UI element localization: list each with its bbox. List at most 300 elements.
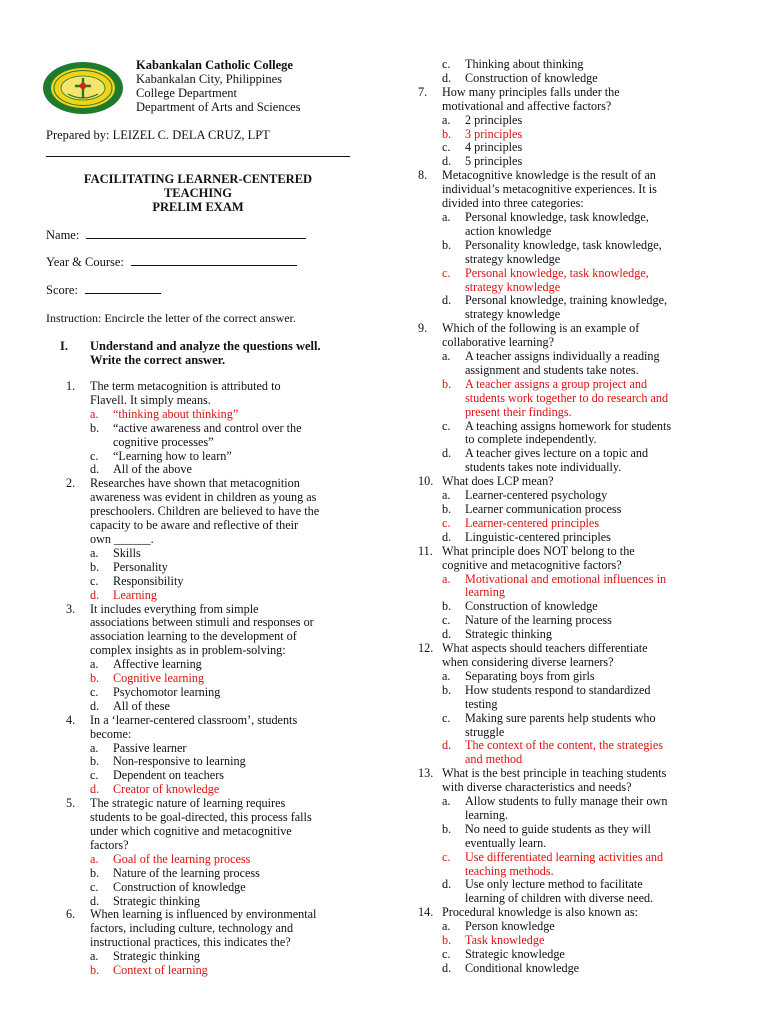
answer-option[interactable] [66, 700, 350, 714]
answer-option[interactable] [418, 420, 700, 448]
question-text [442, 767, 700, 795]
question-text-line: motivational and affective factors? [442, 98, 612, 113]
answer-option-correct[interactable] [418, 934, 700, 948]
option-text-line: Passive learner [113, 740, 187, 755]
option-text-line: Task knowledge [465, 933, 545, 948]
answer-option[interactable] [66, 686, 350, 700]
answer-option[interactable] [418, 920, 700, 934]
score-label: Score: [46, 283, 78, 297]
option-letter: d. [442, 70, 452, 85]
option-text-line: testing [465, 696, 498, 711]
option-text-line: Affective learning [113, 657, 202, 672]
answer-option[interactable] [418, 155, 700, 169]
answer-option[interactable] [418, 684, 700, 712]
option-letter: a. [442, 919, 451, 934]
option-text-line: Construction of knowledge [465, 70, 598, 85]
question-text-line: When learning is influenced by environmental [90, 907, 317, 922]
question-text-line: What does LCP mean? [442, 474, 554, 489]
answer-option[interactable] [66, 422, 350, 450]
option-letter: b. [90, 963, 100, 978]
option-text-line: and method [465, 752, 523, 767]
option-letter: b. [90, 865, 100, 880]
answer-option[interactable] [418, 489, 700, 503]
option-text [465, 531, 700, 545]
option-text-line: A teacher assigns a group project and [465, 376, 648, 391]
answer-option[interactable] [418, 823, 700, 851]
option-text-line: Person knowledge [465, 919, 555, 934]
question-text-line: It includes everything from simple [90, 601, 259, 616]
question-number: 9. [418, 321, 428, 336]
option-text-line: Strategic thinking [113, 949, 200, 964]
option-text [113, 895, 350, 909]
answer-option[interactable] [418, 447, 700, 475]
school-city: Kabankalan City, Philippines [136, 72, 283, 86]
option-text [465, 503, 700, 517]
answer-option[interactable] [418, 72, 700, 86]
option-letter: a. [442, 488, 451, 503]
question-text [442, 906, 700, 920]
option-letter: a. [90, 657, 99, 672]
question-3 [66, 603, 350, 659]
option-letter: b. [90, 754, 100, 769]
answer-option[interactable] [418, 239, 700, 267]
option-letter: b. [442, 502, 452, 516]
question-12 [418, 642, 700, 670]
question-text-line: What principle does NOT belong to the [442, 543, 635, 558]
question-text-line: divided into three categories: [442, 196, 584, 211]
answer-option[interactable] [418, 600, 700, 614]
question-text-line: In a ‘learner-centered classroom’, students [90, 712, 298, 727]
option-letter: d. [90, 893, 100, 908]
option-text [465, 920, 700, 934]
option-text [465, 628, 700, 642]
question-text [442, 545, 700, 573]
section-line-1: Understand and analyze the questions well. [90, 339, 321, 353]
question-text-line: complex insights as in problem-solving: [90, 643, 286, 658]
option-text [465, 350, 700, 378]
question-text-line: Which of the following is an example of [442, 321, 640, 336]
option-text-line: Use differentiated learning activities and [465, 849, 664, 864]
answer-option[interactable] [66, 463, 350, 477]
option-text [113, 867, 350, 881]
name-blank[interactable] [86, 238, 306, 239]
option-text-line: present their findings. [465, 404, 572, 419]
option-text [465, 614, 700, 628]
answer-option-correct[interactable] [66, 783, 350, 797]
option-letter: c. [442, 849, 451, 864]
option-text [113, 853, 350, 867]
answer-option[interactable] [66, 450, 350, 464]
option-text [465, 128, 700, 142]
question-text-line: under which cognitive and metacognitive [90, 824, 292, 838]
option-text [113, 783, 350, 797]
option-text-line: students work together to do research and [465, 390, 669, 405]
option-letter: b. [90, 559, 100, 574]
option-text-line: Personal knowledge, task knowledge, [465, 209, 649, 224]
option-letter: b. [442, 821, 452, 836]
answer-option-correct[interactable] [418, 267, 700, 295]
option-text-line: Motivational and emotional influences in [465, 571, 667, 586]
header-divider [46, 156, 350, 157]
option-text-line: Strategic thinking [113, 893, 200, 908]
answer-option-correct[interactable] [66, 853, 350, 867]
option-letter: c. [442, 947, 451, 961]
year-course-blank[interactable] [131, 265, 297, 266]
answer-option-correct[interactable] [66, 408, 350, 422]
option-text-line: 4 principles [465, 140, 523, 155]
option-letter: a. [90, 545, 99, 560]
answer-option[interactable] [418, 948, 700, 962]
option-letter: c. [90, 768, 99, 783]
option-letter: c. [442, 140, 451, 155]
answer-option[interactable] [66, 950, 350, 964]
option-text-line: “thinking about thinking” [113, 406, 239, 421]
answer-option-correct[interactable] [66, 964, 350, 978]
option-text-line: Personal knowledge, training knowledge, [465, 293, 668, 308]
option-text-line: Non-responsive to learning [113, 754, 246, 769]
option-text-line: No need to guide students as they will [465, 821, 651, 836]
title-line-2: TEACHING [163, 186, 233, 200]
option-text-line: Construction of knowledge [113, 879, 246, 894]
option-text [465, 489, 700, 503]
option-text-line: learning [465, 585, 505, 600]
option-text [465, 962, 700, 976]
answer-option[interactable] [418, 503, 700, 517]
question-text-line: associations between stimuli and responses or [90, 615, 314, 630]
option-letter: a. [442, 668, 451, 683]
questions-column-right [418, 58, 700, 976]
exam-title [46, 172, 350, 214]
question-text [90, 908, 350, 950]
answer-option[interactable] [66, 547, 350, 561]
questions-column-left [66, 380, 350, 978]
option-text-line: A teaching assigns homework for students [465, 418, 672, 433]
option-text-line: All of the above [113, 462, 192, 477]
answer-option[interactable] [66, 755, 350, 769]
option-text [113, 672, 350, 686]
option-letter: d. [442, 738, 452, 753]
option-text-line: Separating boys from girls [465, 668, 595, 683]
question-text-line: awareness was evident in children as young as [90, 490, 317, 505]
question-number: 11. [418, 543, 433, 558]
option-text-line: Strategic knowledge [465, 947, 565, 961]
option-letter: c. [442, 710, 451, 725]
title-line-1: FACILITATING LEARNER-CENTERED [83, 172, 313, 186]
option-text-line: Skills [113, 545, 141, 560]
answer-option-correct[interactable] [418, 128, 700, 142]
option-text-line: Making sure parents help students who [465, 710, 656, 725]
question-14 [418, 906, 700, 920]
option-text [465, 948, 700, 962]
answer-option[interactable] [418, 614, 700, 628]
option-text-line: Context of learning [113, 963, 208, 978]
option-text [465, 420, 700, 448]
option-letter: b. [442, 237, 452, 252]
answer-option[interactable] [418, 670, 700, 684]
section-number: I. [60, 339, 68, 353]
option-text [465, 684, 700, 712]
option-text-line: Learning [113, 587, 157, 602]
name-field[interactable] [46, 228, 306, 243]
answer-option[interactable] [418, 294, 700, 322]
question-text [90, 380, 350, 408]
answer-option[interactable] [418, 795, 700, 823]
option-letter: a. [90, 740, 99, 755]
question-text-line: factors, including culture, technology and [90, 921, 294, 936]
score-blank[interactable] [85, 293, 161, 294]
option-text-line: “active awareness and control over the [113, 420, 302, 435]
answer-option[interactable] [418, 58, 700, 72]
option-letter: c. [442, 613, 451, 628]
answer-option[interactable] [418, 628, 700, 642]
option-text [113, 881, 350, 895]
score-field[interactable] [46, 283, 161, 298]
question-number: 3. [66, 601, 76, 616]
option-text [465, 823, 700, 851]
answer-option[interactable] [418, 531, 700, 545]
option-letter: a. [442, 209, 451, 224]
answer-option[interactable] [418, 141, 700, 155]
question-text-line: The strategic nature of learning requires [90, 796, 286, 811]
option-letter: a. [442, 112, 451, 127]
question-text-line: factors? [90, 837, 129, 852]
question-8 [418, 169, 700, 211]
question-13 [418, 767, 700, 795]
option-letter: a. [90, 949, 99, 964]
option-text [465, 141, 700, 155]
option-text [113, 700, 350, 714]
question-text-line: own ______. [90, 531, 154, 546]
option-text-line: Thinking about thinking [465, 57, 584, 71]
question-text-line: The term metacognition is attributed to [90, 379, 281, 393]
question-number: 13. [418, 766, 434, 781]
question-2 [66, 477, 350, 547]
question-text-line: become: [90, 726, 132, 741]
answer-option-correct[interactable] [418, 739, 700, 767]
school-header [136, 58, 301, 114]
question-text-line: How many principles falls under the [442, 84, 620, 99]
option-text [113, 547, 350, 561]
answer-option[interactable] [418, 114, 700, 128]
option-text-line: to complete independently. [465, 432, 597, 447]
option-text [465, 58, 700, 72]
option-letter: b. [442, 933, 452, 948]
answer-option-correct[interactable] [418, 573, 700, 601]
section-line-2: Write the correct answer. [90, 353, 226, 367]
question-5 [66, 797, 350, 853]
option-text-line: A teacher gives lecture on a topic and [465, 446, 649, 461]
option-letter: d. [442, 877, 452, 892]
option-letter: d. [442, 293, 452, 308]
question-9 [418, 322, 700, 350]
question-text-line: Researches have shown that metacognition [90, 476, 300, 491]
option-text [113, 742, 350, 756]
option-text [465, 878, 700, 906]
option-letter: c. [442, 57, 451, 71]
question-number: 5. [66, 796, 76, 811]
option-text [465, 517, 700, 531]
answer-option[interactable] [418, 962, 700, 976]
year-course-label: Year & Course: [46, 255, 124, 269]
option-letter: b. [90, 671, 100, 686]
option-letter: a. [90, 406, 99, 421]
school-name: Kabankalan Catholic College [136, 58, 293, 72]
option-letter: d. [442, 529, 452, 544]
answer-option-correct[interactable] [66, 672, 350, 686]
option-text [465, 851, 700, 879]
answer-option[interactable] [66, 658, 350, 672]
option-text [113, 561, 350, 575]
answer-option[interactable] [418, 712, 700, 740]
option-text [465, 211, 700, 239]
question-text-line: cognitive and metacognitive factors? [442, 557, 622, 572]
option-text [113, 755, 350, 769]
option-letter: a. [90, 851, 99, 866]
question-text-line: association learning to the development of [90, 629, 297, 644]
option-letter: a. [442, 794, 451, 809]
option-text-line: Nature of the learning process [465, 613, 612, 628]
option-text [465, 739, 700, 767]
question-text-line: What aspects should teachers differentiate [442, 641, 648, 656]
answer-option[interactable] [66, 561, 350, 575]
question-text [442, 475, 700, 489]
option-text [113, 658, 350, 672]
option-text [465, 573, 700, 601]
college-department: College Department [136, 86, 238, 100]
option-text [465, 795, 700, 823]
option-letter: b. [442, 376, 452, 391]
option-text-line: Nature of the learning process [113, 865, 260, 880]
option-text-line: How students respond to standardized [465, 682, 651, 697]
question-10 [418, 475, 700, 489]
question-text [442, 642, 700, 670]
option-letter: d. [90, 587, 100, 602]
option-text-line: strategy knowledge [465, 307, 561, 322]
question-text [442, 86, 700, 114]
option-text [113, 408, 350, 422]
option-text-line: Linguistic-centered principles [465, 529, 611, 544]
option-letter: d. [442, 154, 452, 169]
option-text-line: Strategic thinking [465, 627, 552, 642]
answer-option[interactable] [418, 350, 700, 378]
answer-option-correct[interactable] [418, 851, 700, 879]
option-text-line: learning. [465, 807, 508, 822]
option-text [113, 589, 350, 603]
question-text-line: Procedural knowledge is also known as: [442, 905, 638, 920]
option-text-line: strategy knowledge [465, 279, 561, 294]
section-heading [60, 339, 352, 367]
option-letter: b. [442, 126, 452, 141]
answer-option[interactable] [418, 211, 700, 239]
question-text-line: individual’s metacognitive experiences. It is [442, 182, 657, 197]
option-text-line: struggle [465, 724, 505, 739]
question-number: 4. [66, 712, 76, 727]
question-text [442, 322, 700, 350]
option-text [465, 712, 700, 740]
answer-option[interactable] [66, 895, 350, 909]
arts-sciences-department: Department of Arts and Sciences [136, 100, 301, 114]
option-letter: b. [442, 682, 452, 697]
option-letter: d. [90, 782, 100, 797]
answer-option[interactable] [418, 878, 700, 906]
option-text-line: Psychomotor learning [113, 684, 221, 699]
answer-option-correct[interactable] [66, 589, 350, 603]
option-text-line: students takes note individually. [465, 460, 622, 475]
option-text [113, 422, 350, 450]
option-letter: a. [442, 571, 451, 586]
option-text-line: strategy knowledge [465, 251, 561, 266]
option-letter: d. [442, 627, 452, 642]
option-text [465, 600, 700, 614]
question-6 [66, 908, 350, 950]
question-number: 10. [418, 474, 434, 489]
answer-option[interactable] [66, 769, 350, 783]
option-text-line: Cognitive learning [113, 671, 205, 686]
option-text [113, 950, 350, 964]
prepared-by: Prepared by: LEIZEL C. DELA CRUZ, LPT [46, 128, 270, 142]
question-text-line: students to be goal-directed, this process falls [90, 810, 312, 825]
option-text-line: “Learning how to learn” [113, 448, 232, 463]
option-text [465, 155, 700, 169]
option-text-line: Personal knowledge, task knowledge, [465, 265, 649, 280]
title-line-3: PRELIM EXAM [152, 200, 244, 214]
option-letter: c. [442, 265, 451, 280]
option-text [465, 239, 700, 267]
option-text-line: Creator of knowledge [113, 782, 220, 797]
option-text-line: eventually learn. [465, 835, 547, 850]
year-course-field[interactable] [46, 255, 297, 270]
option-letter: c. [90, 573, 99, 588]
question-text-line: What is the best principle in teaching students [442, 766, 667, 781]
question-text [90, 603, 350, 659]
option-text [465, 114, 700, 128]
option-text-line: Construction of knowledge [465, 599, 598, 614]
answer-option[interactable] [66, 867, 350, 881]
option-text [465, 447, 700, 475]
option-letter: d. [442, 446, 452, 461]
question-text [90, 797, 350, 853]
question-text-line: when considering diverse learners? [442, 654, 614, 669]
answer-option[interactable] [66, 742, 350, 756]
question-number: 2. [66, 476, 76, 491]
question-text-line: Metacognitive knowledge is the result of an [442, 168, 656, 183]
instruction: Instruction: Encircle the letter of the correct answer. [46, 311, 296, 325]
option-text-line: 3 principles [465, 126, 523, 141]
option-text-line: 2 principles [465, 112, 523, 127]
answer-option-correct[interactable] [418, 378, 700, 420]
option-letter: c. [442, 418, 451, 433]
answer-option[interactable] [66, 881, 350, 895]
option-text [113, 769, 350, 783]
option-text-line: assignment and students take notes. [465, 362, 639, 377]
question-text-line: Flavell. It simply means. [90, 392, 211, 407]
question-4 [66, 714, 350, 742]
option-text [465, 378, 700, 420]
option-letter: b. [442, 599, 452, 614]
option-text-line: Use only lecture method to facilitate [465, 877, 643, 892]
question-11 [418, 545, 700, 573]
option-text-line: action knowledge [465, 223, 552, 238]
option-letter: c. [90, 879, 99, 894]
answer-option[interactable] [66, 575, 350, 589]
option-text [465, 670, 700, 684]
question-text-line: preschoolers. Children are believed to have the [90, 504, 320, 519]
answer-option-correct[interactable] [418, 517, 700, 531]
question-text-line: instructional practices, this indicates the? [90, 935, 291, 950]
option-text [113, 463, 350, 477]
option-text-line: 5 principles [465, 154, 523, 169]
option-text [465, 267, 700, 295]
